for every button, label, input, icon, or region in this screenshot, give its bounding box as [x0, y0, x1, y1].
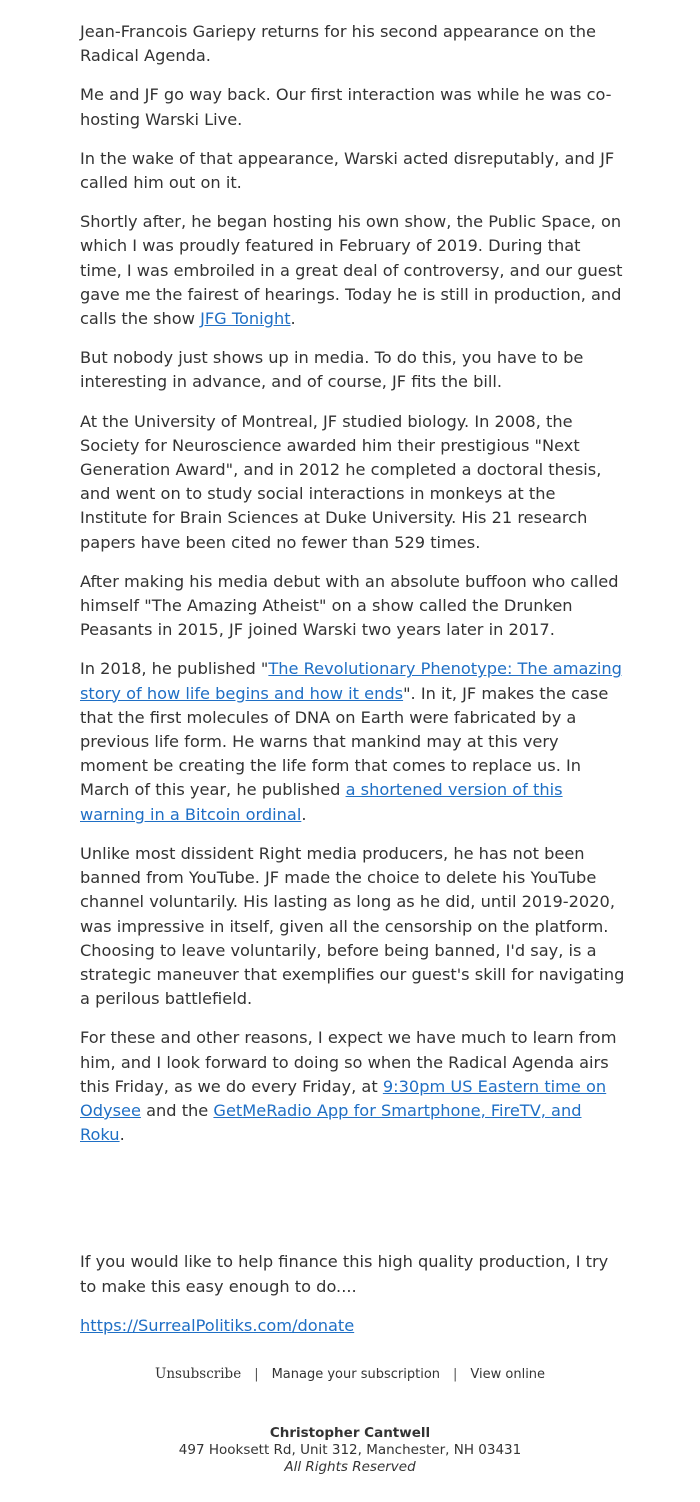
book-text-before: In 2018, he published ": [80, 659, 269, 679]
youtube-paragraph: Unlike most dissident Right media producers, he has not been banned from YouTube. JF made the choice to delete his YouTube channel voluntarily. His lasting as long as he did, until 2019-2020, was impressive in itself, given all the censorship on the platform. Choosing to leave voluntarily, before being banned, I'd say, is a strategic maneuver that exemplifies our guest's skill for navigating a perilous battlefield.: [80, 843, 625, 1009]
jfg-tonight-link[interactable]: JFG Tonight: [200, 309, 291, 329]
media-paragraph: But nobody just shows up in media. To do this, you have to be interesting in advance, and of course, JF fits the bill.: [80, 348, 584, 392]
footer-separator: |: [453, 1367, 458, 1382]
bitcoin-ordinal-link[interactable]: a shortened version of this warning in a Bitcoin ordinal: [80, 780, 563, 824]
book-text-middle: ". In it, JF makes the case that the first molecules of DNA on Earth were fabricated by a previous life form. He warns that mankind may at this very moment be creating the life form that comes to replace us. In March of this year, he published: [80, 683, 609, 800]
book-paragraph: [80, 657, 625, 826]
intro-paragraph: Jean-Francois Gariepy returns for his second appearance on the Radical Agenda.: [80, 22, 596, 66]
spacer: [80, 1162, 625, 1250]
book-link[interactable]: The Revolutionary Phenotype: The amazing story of how life begins and how it ends: [80, 659, 622, 703]
rights-notice: All Rights Reserved: [284, 1459, 416, 1475]
airtime-paragraph: [80, 1026, 625, 1147]
public-space-paragraph: [80, 210, 625, 331]
unsubscribe-link[interactable]: Unsubscribe: [154, 1366, 242, 1382]
footer-links: [0, 1366, 700, 1382]
email-body: [80, 0, 625, 1353]
public-space-text: Shortly after, he began hosting his own show, the Public Space, on which I was proudly featured in February of 2019. During that time, I was embroiled in a great deal of controversy, and our guest gave me the fairest of hearings. Today he is still in production, and calls the show: [80, 212, 623, 329]
airtime-text-before: For these and other reasons, I expect we have much to learn from him, and I look forward to doing so when the Radical Agenda airs this Friday, as we do every Friday, at: [80, 1028, 617, 1096]
sender-address: 497 Hooksett Rd, Unit 312, Manchester, NH 03431: [178, 1442, 522, 1458]
media-debut-paragraph: After making his media debut with an absolute buffoon who called himself "The Amazing Atheist" on a show called the Drunken Peasants in 2015, JF joined Warski two years later in 2017.: [80, 571, 619, 640]
donate-link-paragraph: [80, 1314, 625, 1338]
donate-link[interactable]: https://SurrealPolitiks.com/donate: [80, 1315, 355, 1335]
getmeradio-link[interactable]: GetMeRadio App for Smartphone, FireTV, and Roku: [80, 1100, 582, 1145]
warski-paragraph: In the wake of that appearance, Warski acted disreputably, and JF called him out on it.: [80, 148, 615, 193]
biography-paragraph: At the University of Montreal, JF studied biology. In 2008, the Society for Neuroscience awarded him their prestigious "Next Generation Award", and in 2012 he completed a doctoral thesis, and went on to study social interactions in monkeys at the Institute for Brain Sciences at Duke University. His 21 research papers have been cited no fewer than 529 times.: [80, 411, 602, 552]
odysee-link[interactable]: 9:30pm US Eastern time on Odysee: [80, 1076, 607, 1120]
donate-paragraph: If you would like to help finance this high quality production, I try to make this easy enough to do....: [80, 1252, 609, 1296]
airtime-text-end: .: [119, 1125, 125, 1145]
view-online-link[interactable]: View online: [470, 1367, 546, 1382]
history-paragraph: Me and JF go way back. Our first interaction was while he was co-hosting Warski Live.: [80, 85, 612, 129]
manage-subscription-link[interactable]: Manage your subscription: [271, 1367, 441, 1382]
sender-address-block: [0, 1425, 700, 1476]
airtime-text-middle: and the: [140, 1100, 214, 1120]
sender-name: Christopher Cantwell: [269, 1425, 431, 1441]
public-space-end: .: [290, 309, 296, 329]
footer-separator: |: [254, 1367, 259, 1382]
book-text-end: .: [301, 804, 307, 824]
